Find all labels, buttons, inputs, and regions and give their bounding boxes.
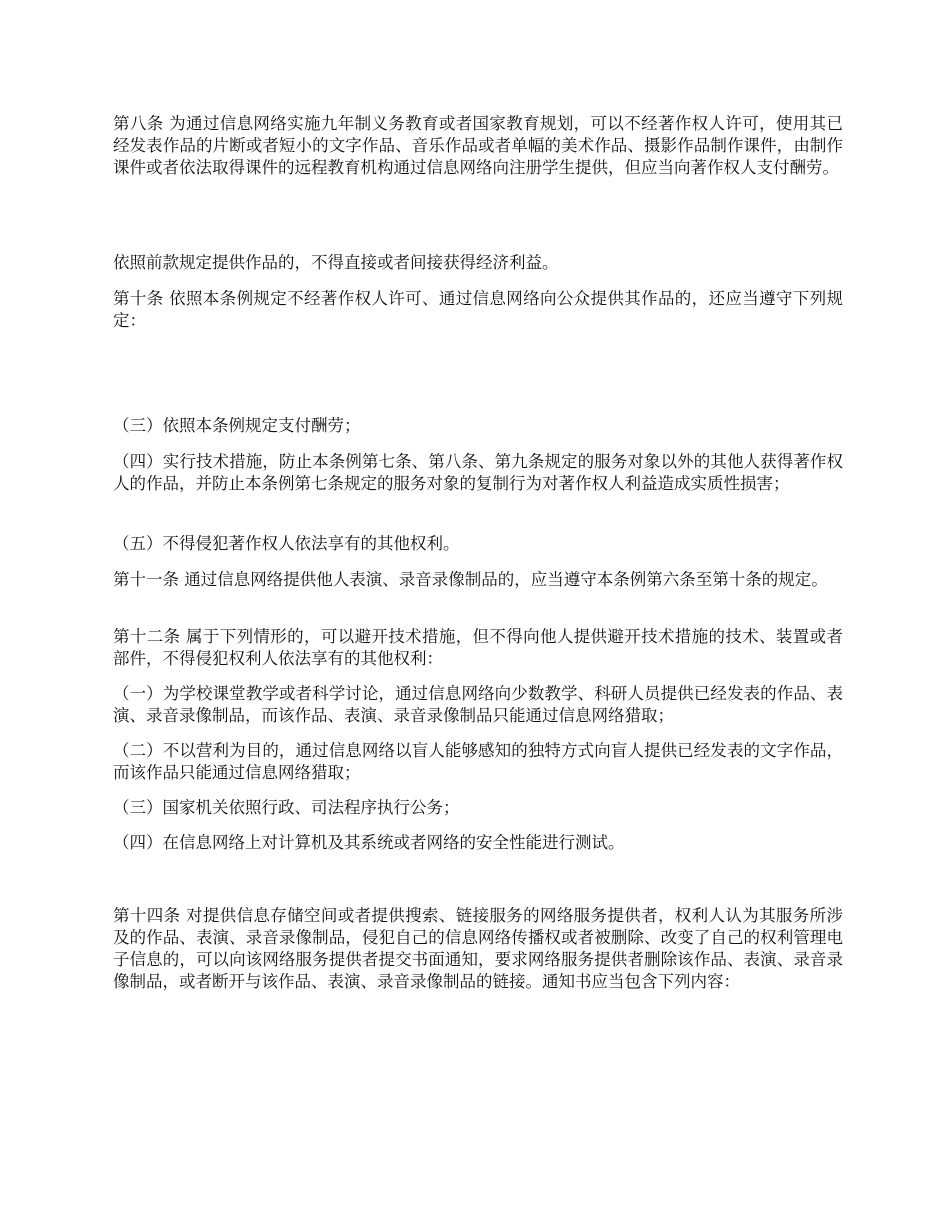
paragraph-article-14: 第十四条 对提供信息存储空间或者提供搜索、链接服务的网络服务提供者，权利人认为其服务所涉及的作品、表演、录音录像制品，侵犯自己的信息网络传播权或者被删除、改变了自己的权利管理电子信息的，可以向该网络服务提供者提交书面通知，要求网络服务提供者删除该作品、表演、录音录像制品，或者断开与该作品、表演、录音录像制品的链接。通知书应当包含下列内容： xyxy=(113,906,843,991)
paragraph-item-1: （一）为学校课堂教学或者科学讨论，通过信息网络向少数教学、科研人员提供已经发表的作品、表演、录音录像制品，而该作品、表演、录音录像制品只能通过信息网络猎取； xyxy=(113,684,843,725)
paragraph-article-10: 第十条 依照本条例规定不经著作权人许可、通过信息网络向公众提供其作品的，还应当遵守下列规定： xyxy=(113,289,843,330)
paragraph-item-5: （五）不得侵犯著作权人依法享有的其他权利。 xyxy=(113,534,460,553)
paragraph-note: 依照前款规定提供作品的，不得直接或者间接获得经济利益。 xyxy=(113,253,559,272)
paragraph-article-12: 第十二条 属于下列情形的，可以避开技术措施，但不得向他人提供避开技术措施的技术、装置或者部件，不得侵犯权利人依法享有的其他权利： xyxy=(113,627,843,668)
paragraph-item-3: （三）依照本条例规定支付酬劳； xyxy=(113,416,361,435)
paragraph-item-4b: （四）在信息网络上对计算机及其系统或者网络的安全性能进行测试。 xyxy=(113,833,625,852)
paragraph-item-3b: （三）国家机关依照行政、司法程序执行公务； xyxy=(113,798,460,817)
paragraph-item-2: （二）不以营利为目的，通过信息网络以盲人能够感知的独特方式向盲人提供已经发表的文字作品，而该作品只能通过信息网络猎取； xyxy=(113,741,843,782)
paragraph-item-4: （四）实行技术措施，防止本条例第七条、第八条、第九条规定的服务对象以外的其他人获得著作权人的作品，并防止本条例第七条规定的服务对象的复制行为对著作权人利益造成实质性损害； xyxy=(113,452,843,493)
paragraph-article-8: 第八条 为通过信息网络实施九年制义务教育或者国家教育规划，可以不经著作权人许可，使用其已经发表作品的片断或者短小的文字作品、音乐作品或者单幅的美术作品、摄影作品制作课件，由制作课件或者依法取得课件的远程教育机构通过信息网络向注册学生提供，但应当向著作权人支付酬劳。 xyxy=(113,114,843,177)
paragraph-article-11: 第十一条 通过信息网络提供他人表演、录音录像制品的，应当遵守本条例第六条至第十条的规定。 xyxy=(113,570,828,589)
